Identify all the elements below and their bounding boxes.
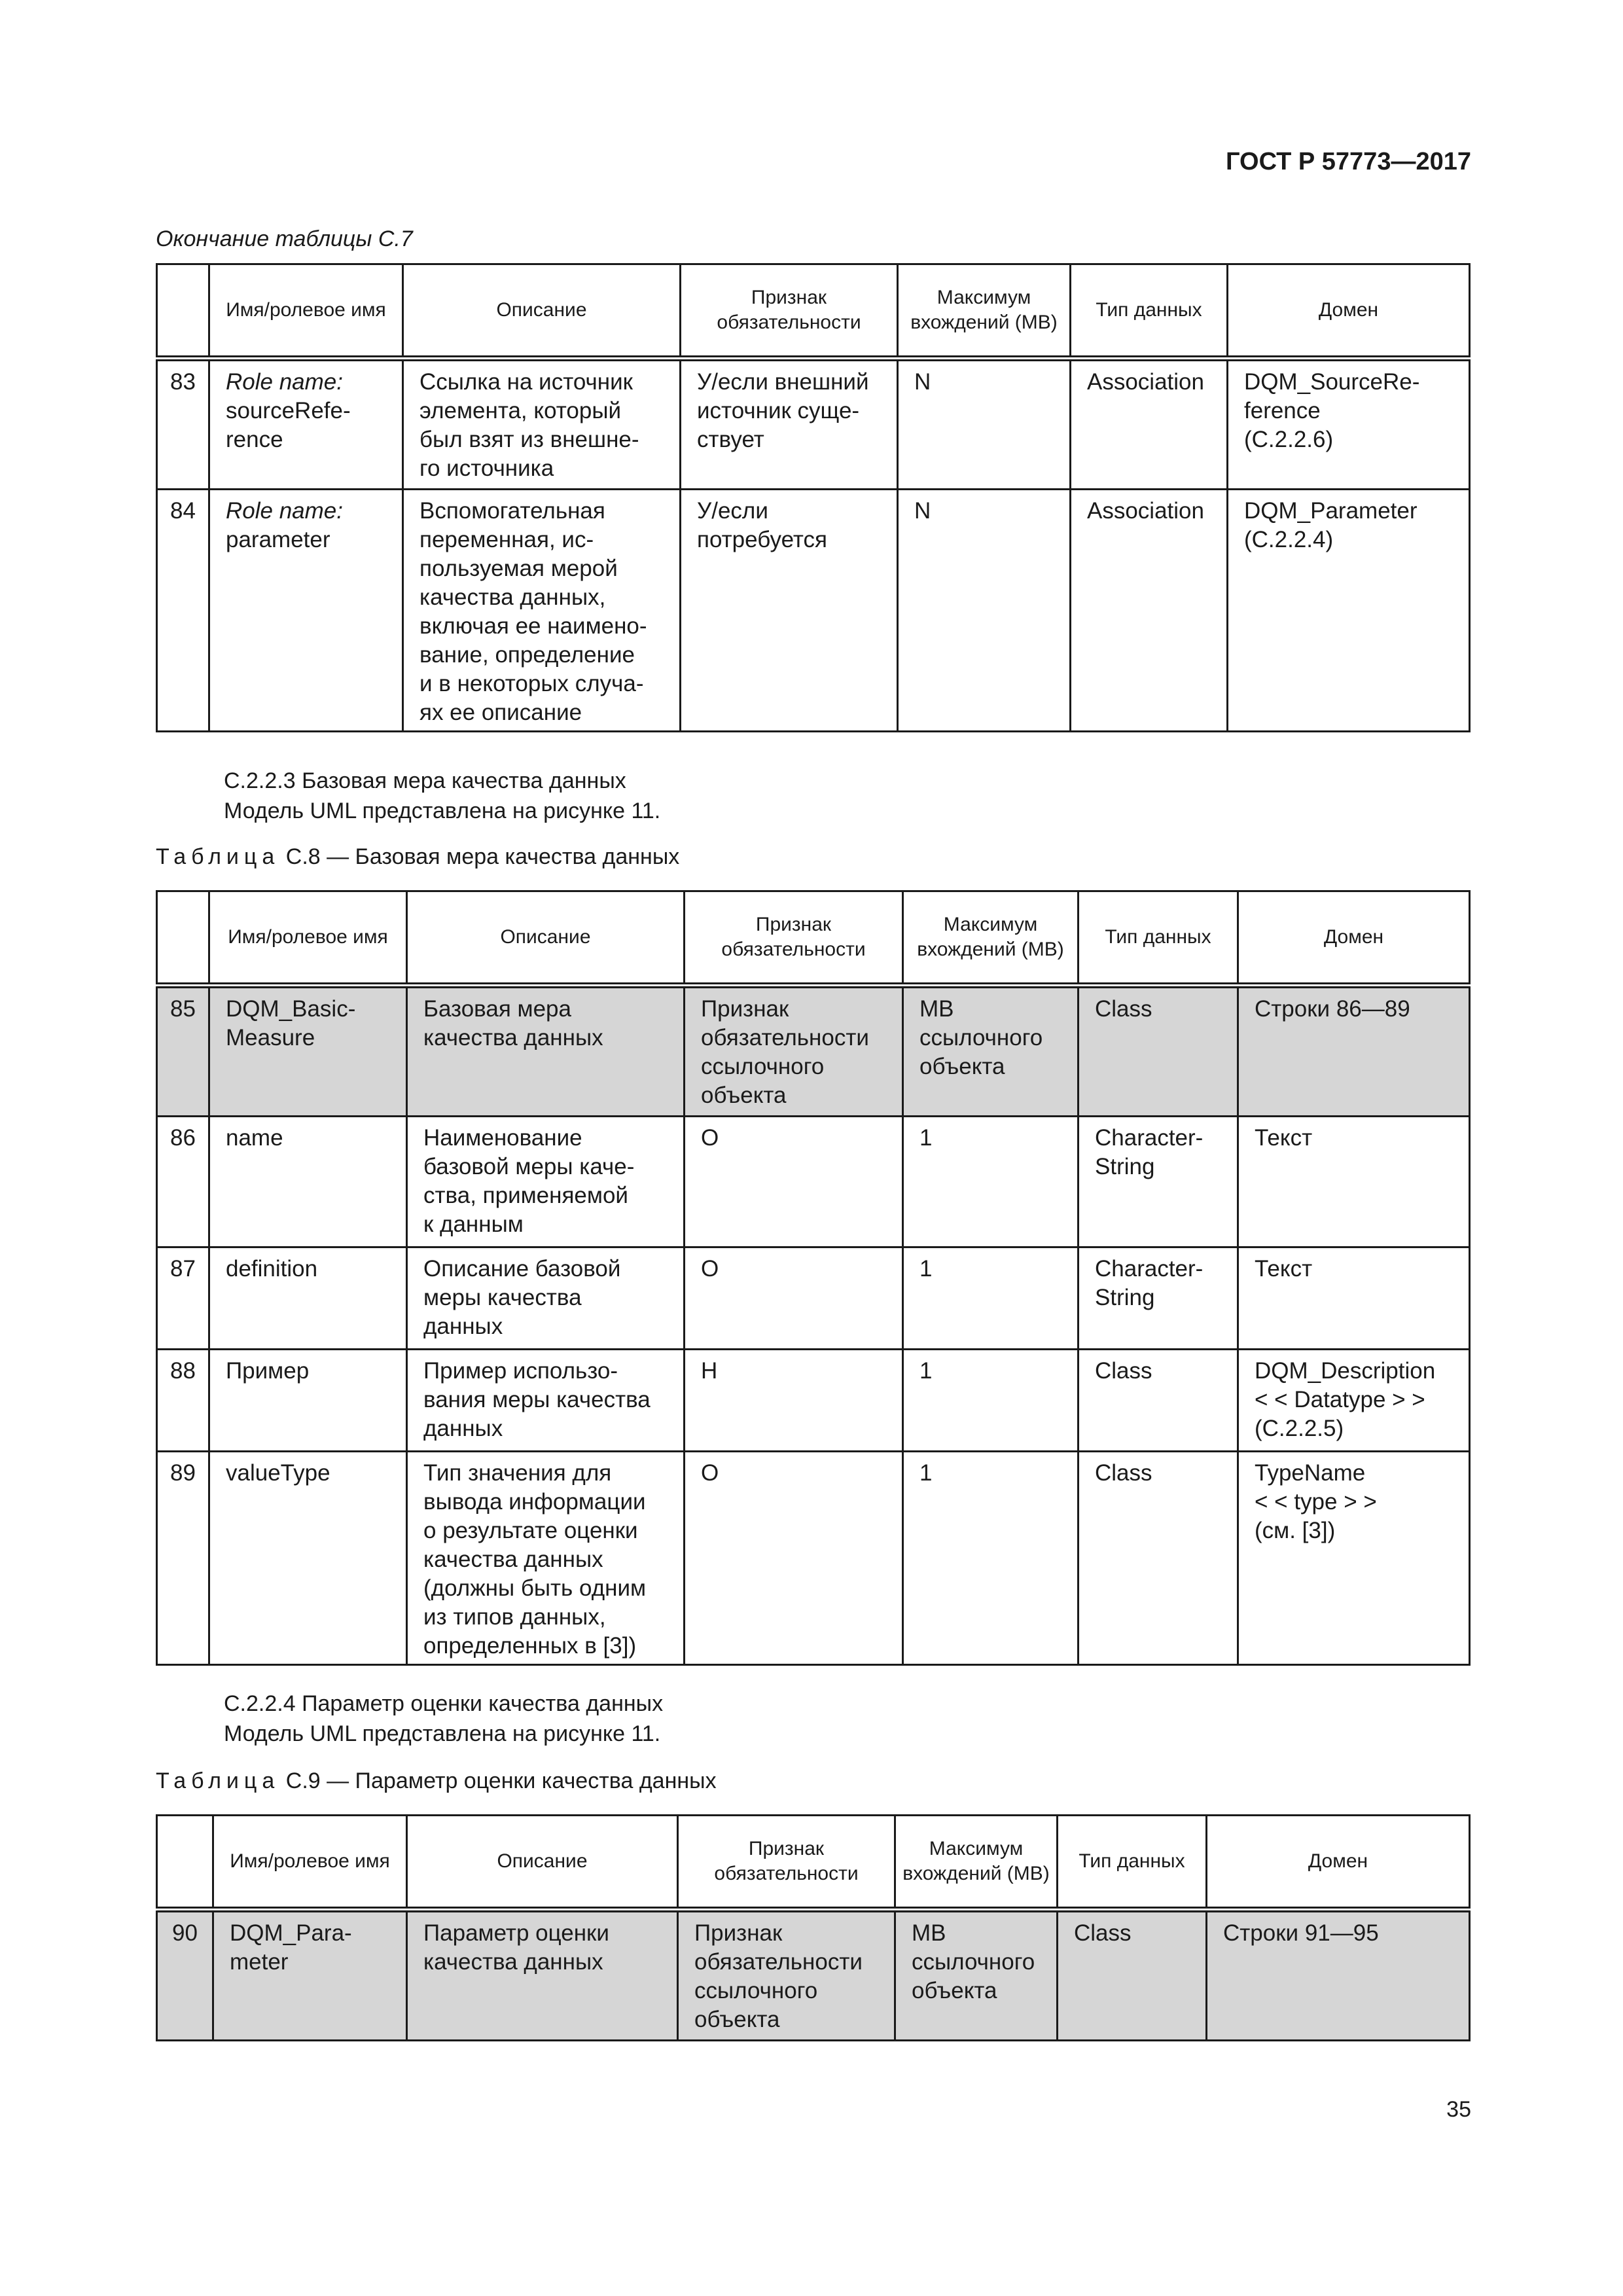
table-row [157,1247,1470,1350]
table-c8-caption [156,844,679,870]
col-domain: Домен [1228,264,1470,359]
table-c9 [156,1814,1471,2041]
row-obligation: Н [685,1350,903,1452]
section-text-c224: Модель UML представлена на рисунке 11. [224,1721,661,1746]
row-obligation: О [685,1117,903,1247]
page-number: 35 [1446,2097,1471,2122]
row-domain: DQM_Description < < Datatype > > (C.2.2.5) [1238,1350,1470,1452]
row-domain: Строки 86—89 [1238,986,1470,1117]
row-data-type: Class [1079,1452,1238,1665]
col-obligation: Признак обязательности [678,1816,895,1910]
table-header-row [157,264,1470,359]
row-obligation: О [685,1247,903,1350]
row-max-occurrence: 1 [903,1247,1079,1350]
row-description: Базовая мера качества данных [407,986,685,1117]
table-header-row [157,1816,1470,1910]
row-domain: Текст [1238,1247,1470,1350]
row-number: 90 [157,1910,213,2041]
row-number: 87 [157,1247,209,1350]
row-name: name [209,1117,407,1247]
row-name: Пример [209,1350,407,1452]
row-obligation: У/если потребуется [681,490,898,732]
table-c7 [156,263,1471,732]
row-name: sourceRefe- rence [226,398,351,452]
table-c9-caption [156,1768,717,1794]
table-row [157,359,1470,490]
col-max-occurrence: Максимум вхождений (МВ) [895,1816,1058,1910]
row-description: Тип значения для вывода информации о результате оценки качества данных (должны быть одним из типов данных, определенных в [3]) [407,1452,685,1665]
standard-id: ГОСТ Р 57773—2017 [1226,148,1471,175]
section-heading-c224: C.2.2.4 Параметр оценки качества данных [224,1691,664,1716]
col-description: Описание [403,264,681,359]
row-number: 89 [157,1452,209,1665]
row-data-type: Association [1071,359,1228,490]
col-description: Описание [407,1816,678,1910]
col-name: Имя/ролевое имя [209,891,407,986]
table-c7-caption: Окончание таблицы С.7 [156,226,413,251]
row-name-cell [209,490,403,732]
row-domain: Текст [1238,1117,1470,1247]
row-data-type: Association [1071,490,1228,732]
row-description: Ссылка на источник элемента, который был взят из внешне- го источника [403,359,681,490]
row-domain: DQM_SourceRe- ference (C.2.2.6) [1228,359,1470,490]
role-name-prefix: Role name: [226,369,343,395]
table-caption-word: Таблица [156,1768,280,1793]
row-data-type: Class [1079,986,1238,1117]
row-name-cell [209,359,403,490]
row-name: DQM_Para- meter [213,1910,407,2041]
row-domain: Строки 91—95 [1207,1910,1470,2041]
col-obligation: Признак обязательности [681,264,898,359]
col-name: Имя/ролевое имя [209,264,403,359]
row-max-occurrence: 1 [903,1350,1079,1452]
row-domain: DQM_Parameter (C.2.2.4) [1228,490,1470,732]
row-max-occurrence: N [898,359,1071,490]
row-max-occurrence: МВ ссылочного объекта [903,986,1079,1117]
table-row [157,1350,1470,1452]
table-row [157,1452,1470,1665]
col-description: Описание [407,891,685,986]
row-number: 88 [157,1350,209,1452]
row-number: 83 [157,359,209,490]
col-domain: Домен [1207,1816,1470,1910]
row-data-type: Character- String [1079,1247,1238,1350]
row-description: Пример использо- вания меры качества данных [407,1350,685,1452]
table-caption-title: С.8 — Базовая мера качества данных [279,844,680,869]
row-max-occurrence: 1 [903,1117,1079,1247]
col-data-type: Тип данных [1079,891,1238,986]
col-domain: Домен [1238,891,1470,986]
col-name: Имя/ролевое имя [213,1816,407,1910]
table-c8 [156,890,1471,1666]
col-data-type: Тип данных [1058,1816,1207,1910]
row-obligation: У/если внешний источник суще- ствует [681,359,898,490]
section-heading-c223: C.2.2.3 Базовая мера качества данных [224,768,626,793]
col-max-occurrence: Максимум вхождений (МВ) [898,264,1071,359]
row-number: 84 [157,490,209,732]
row-domain: TypeName < < type > > (см. [3]) [1238,1452,1470,1665]
col-number [157,264,209,359]
col-number [157,1816,213,1910]
table-row [157,490,1470,732]
table-caption-title: С.9 — Параметр оценки качества данных [279,1768,717,1793]
row-max-occurrence: 1 [903,1452,1079,1665]
row-data-type: Character- String [1079,1117,1238,1247]
col-data-type: Тип данных [1071,264,1228,359]
row-description: Параметр оценки качества данных [407,1910,678,2041]
row-obligation: Признак обязательности ссылочного объекта [685,986,903,1117]
row-data-type: Class [1058,1910,1207,2041]
row-description: Описание базовой меры качества данных [407,1247,685,1350]
row-name: parameter [226,527,330,552]
row-max-occurrence: N [898,490,1071,732]
table-row [157,1117,1470,1247]
row-description: Вспомогательная переменная, ис- пользуемая мерой качества данных, включая ее наимено- вание, определение и в некоторых случа- ях ее описание [403,490,681,732]
row-description: Наименование базовой меры каче- ства, применяемой к данным [407,1117,685,1247]
row-max-occurrence: МВ ссылочного объекта [895,1910,1058,2041]
row-number: 85 [157,986,209,1117]
row-name: valueType [209,1452,407,1665]
row-obligation: О [685,1452,903,1665]
table-caption-word: Таблица [156,844,280,869]
col-number [157,891,209,986]
row-name: DQM_Basic- Measure [209,986,407,1117]
row-number: 86 [157,1117,209,1247]
table-row [157,1910,1470,2041]
row-name: definition [209,1247,407,1350]
col-max-occurrence: Максимум вхождений (МВ) [903,891,1079,986]
role-name-prefix: Role name: [226,498,343,524]
table-row [157,986,1470,1117]
row-obligation: Признак обязательности ссылочного объекта [678,1910,895,2041]
section-text-c223: Модель UML представлена на рисунке 11. [224,798,661,823]
table-header-row [157,891,1470,986]
col-obligation: Признак обязательности [685,891,903,986]
row-data-type: Class [1079,1350,1238,1452]
